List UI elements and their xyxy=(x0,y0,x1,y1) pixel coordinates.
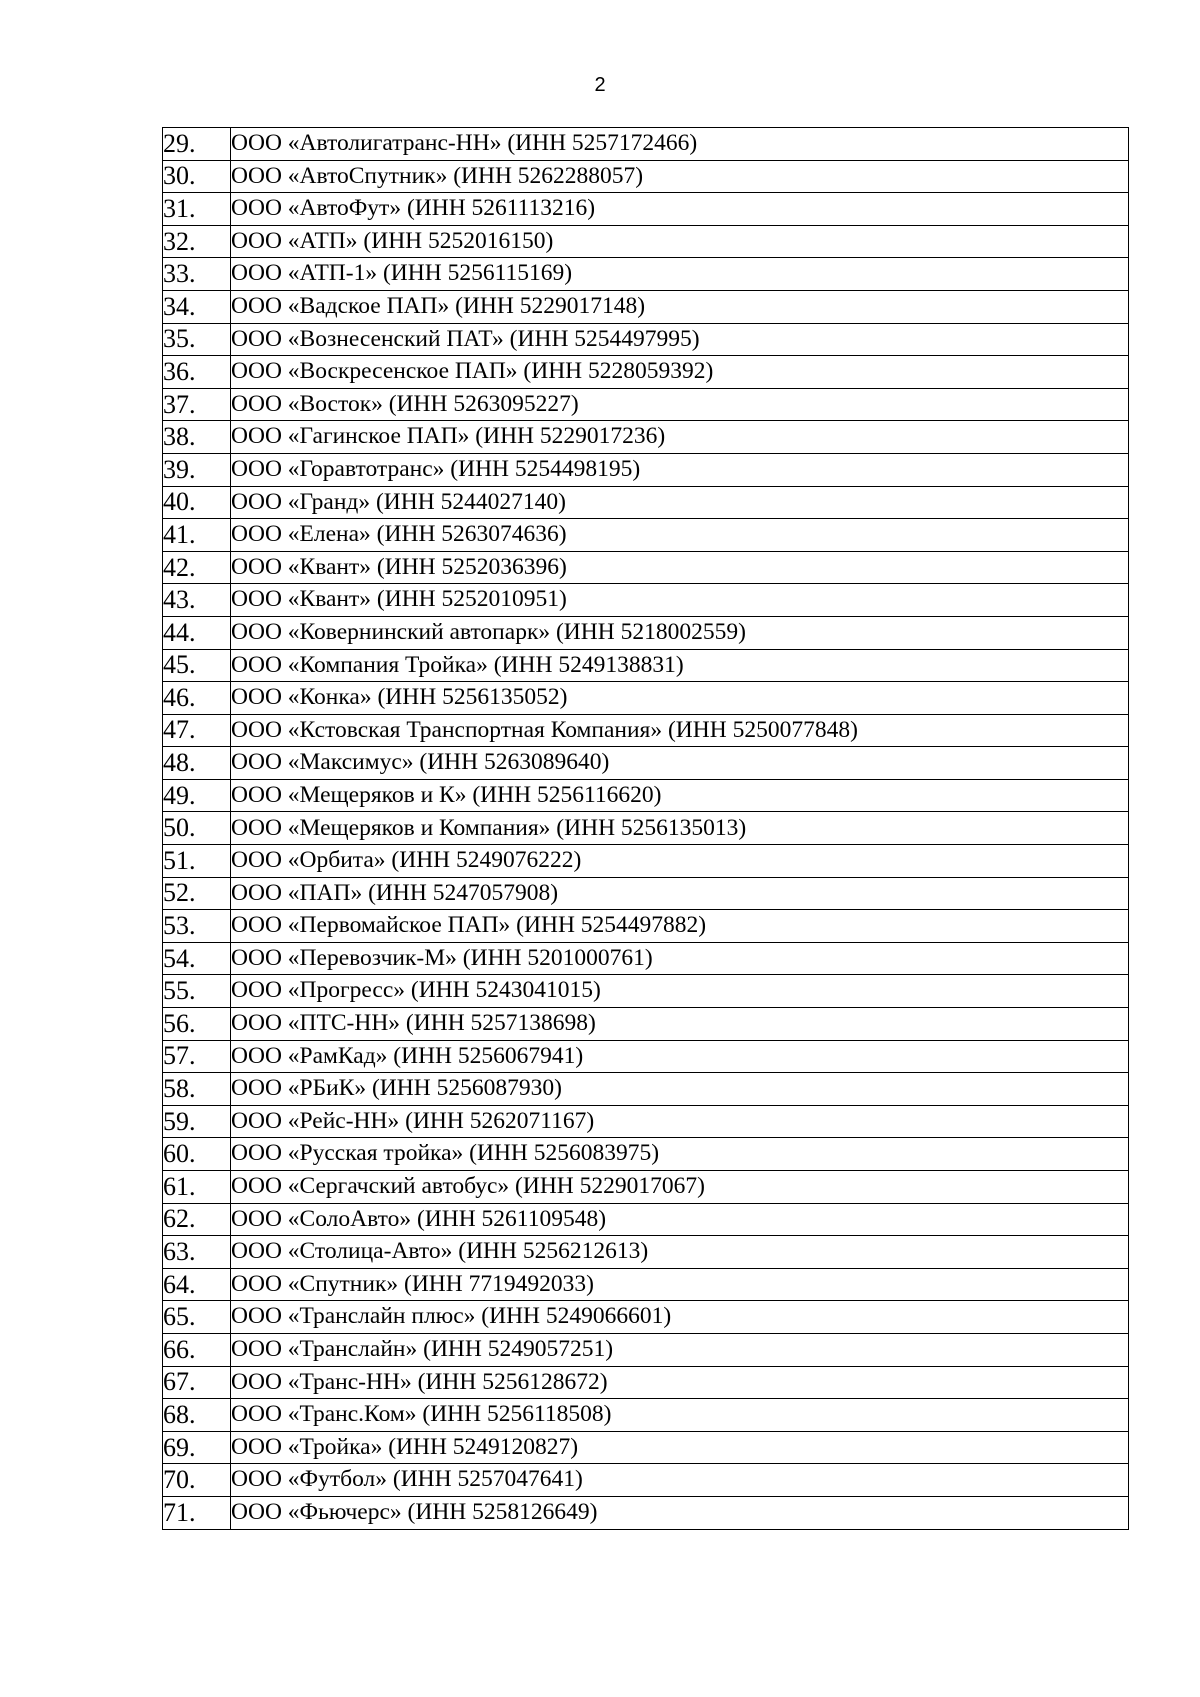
company-name: ООО «ПТС-НН» (ИНН 5257138698) xyxy=(231,1008,1129,1041)
company-name: ООО «Сергачский автобус» (ИНН 5229017067) xyxy=(231,1171,1129,1204)
table-row xyxy=(163,1431,1129,1464)
row-number: 38. xyxy=(163,421,231,454)
company-name: ООО «Ковернинский автопарк» (ИНН 5218002559) xyxy=(231,616,1129,649)
row-number: 45. xyxy=(163,649,231,682)
table-row xyxy=(163,225,1129,258)
row-number: 30. xyxy=(163,160,231,193)
table-row xyxy=(163,1171,1129,1204)
row-number: 48. xyxy=(163,747,231,780)
company-name: ООО «Транслайн» (ИНН 5249057251) xyxy=(231,1333,1129,1366)
company-name: ООО «Восток» (ИНН 5263095227) xyxy=(231,388,1129,421)
company-name: ООО «Максимус» (ИНН 5263089640) xyxy=(231,747,1129,780)
row-number: 67. xyxy=(163,1366,231,1399)
company-name: ООО «Елена» (ИНН 5263074636) xyxy=(231,519,1129,552)
company-name: ООО «Орбита» (ИНН 5249076222) xyxy=(231,845,1129,878)
row-number: 53. xyxy=(163,910,231,943)
row-number: 50. xyxy=(163,812,231,845)
row-number: 41. xyxy=(163,519,231,552)
company-name: ООО «Кстовская Транспортная Компания» (ИНН 5250077848) xyxy=(231,714,1129,747)
company-name: ООО «Русская тройка» (ИНН 5256083975) xyxy=(231,1138,1129,1171)
company-name: ООО «Перевозчик-М» (ИНН 5201000761) xyxy=(231,942,1129,975)
company-name: ООО «Квант» (ИНН 5252036396) xyxy=(231,551,1129,584)
row-number: 64. xyxy=(163,1268,231,1301)
table-row xyxy=(163,1366,1129,1399)
table-row xyxy=(163,877,1129,910)
company-name: ООО «Первомайское ПАП» (ИНН 5254497882) xyxy=(231,910,1129,943)
company-name: ООО «Транслайн плюс» (ИНН 5249066601) xyxy=(231,1301,1129,1334)
table-row xyxy=(163,1008,1129,1041)
table-row xyxy=(163,323,1129,356)
company-name: ООО «Мещеряков и Компания» (ИНН 5256135013) xyxy=(231,812,1129,845)
table-row xyxy=(163,616,1129,649)
table-row xyxy=(163,519,1129,552)
row-number: 44. xyxy=(163,616,231,649)
table-row xyxy=(163,128,1129,161)
company-name: ООО «Футбол» (ИНН 5257047641) xyxy=(231,1464,1129,1497)
table-row xyxy=(163,1268,1129,1301)
row-number: 69. xyxy=(163,1431,231,1464)
table-row xyxy=(163,584,1129,617)
row-number: 34. xyxy=(163,290,231,323)
company-name: ООО «Конка» (ИНН 5256135052) xyxy=(231,682,1129,715)
row-number: 51. xyxy=(163,845,231,878)
company-name: ООО «Транс-НН» (ИНН 5256128672) xyxy=(231,1366,1129,1399)
row-number: 56. xyxy=(163,1008,231,1041)
row-number: 31. xyxy=(163,193,231,226)
company-name: ООО «Спутник» (ИНН 7719492033) xyxy=(231,1268,1129,1301)
table-row xyxy=(163,1073,1129,1106)
row-number: 54. xyxy=(163,942,231,975)
row-number: 60. xyxy=(163,1138,231,1171)
company-name: ООО «Квант» (ИНН 5252010951) xyxy=(231,584,1129,617)
company-name: ООО «Вадское ПАП» (ИНН 5229017148) xyxy=(231,290,1129,323)
company-name: ООО «РамКад» (ИНН 5256067941) xyxy=(231,1040,1129,1073)
company-name: ООО «РБиК» (ИНН 5256087930) xyxy=(231,1073,1129,1106)
company-name: ООО «АТП» (ИНН 5252016150) xyxy=(231,225,1129,258)
table-row xyxy=(163,388,1129,421)
row-number: 55. xyxy=(163,975,231,1008)
table-row xyxy=(163,1236,1129,1269)
company-name: ООО «Гранд» (ИНН 5244027140) xyxy=(231,486,1129,519)
table-row xyxy=(163,453,1129,486)
row-number: 58. xyxy=(163,1073,231,1106)
company-name: ООО «Прогресс» (ИНН 5243041015) xyxy=(231,975,1129,1008)
table-row xyxy=(163,1333,1129,1366)
table-row xyxy=(163,975,1129,1008)
table-row xyxy=(163,910,1129,943)
table-row xyxy=(163,551,1129,584)
company-name: ООО «АвтоФут» (ИНН 5261113216) xyxy=(231,193,1129,226)
row-number: 40. xyxy=(163,486,231,519)
company-table xyxy=(162,127,1129,1530)
row-number: 43. xyxy=(163,584,231,617)
row-number: 63. xyxy=(163,1236,231,1269)
table-row xyxy=(163,747,1129,780)
table-row xyxy=(163,193,1129,226)
company-name: ООО «Горавтотранс» (ИНН 5254498195) xyxy=(231,453,1129,486)
page-number: 2 xyxy=(594,74,606,96)
row-number: 52. xyxy=(163,877,231,910)
company-name: ООО «Транс.Ком» (ИНН 5256118508) xyxy=(231,1399,1129,1432)
company-name: ООО «Автолигатранс-НН» (ИНН 5257172466) xyxy=(231,128,1129,161)
row-number: 61. xyxy=(163,1171,231,1204)
company-name: ООО «Вознесенский ПАТ» (ИНН 5254497995) xyxy=(231,323,1129,356)
table-row xyxy=(163,356,1129,389)
table-row xyxy=(163,421,1129,454)
row-number: 62. xyxy=(163,1203,231,1236)
company-name: ООО «Мещеряков и К» (ИНН 5256116620) xyxy=(231,779,1129,812)
table-row xyxy=(163,649,1129,682)
table-row xyxy=(163,1203,1129,1236)
table-row xyxy=(163,1040,1129,1073)
table-row xyxy=(163,1464,1129,1497)
row-number: 47. xyxy=(163,714,231,747)
company-name: ООО «АвтоСпутник» (ИНН 5262288057) xyxy=(231,160,1129,193)
table-row xyxy=(163,1138,1129,1171)
table-row xyxy=(163,486,1129,519)
row-number: 37. xyxy=(163,388,231,421)
table-body xyxy=(163,128,1129,1530)
table-row xyxy=(163,160,1129,193)
company-name: ООО «СолоАвто» (ИНН 5261109548) xyxy=(231,1203,1129,1236)
company-name: ООО «Компания Тройка» (ИНН 5249138831) xyxy=(231,649,1129,682)
table-row xyxy=(163,714,1129,747)
company-name: ООО «Тройка» (ИНН 5249120827) xyxy=(231,1431,1129,1464)
table-row xyxy=(163,682,1129,715)
company-name: ООО «Столица-Авто» (ИНН 5256212613) xyxy=(231,1236,1129,1269)
table-row xyxy=(163,845,1129,878)
table-row xyxy=(163,942,1129,975)
table-row xyxy=(163,1399,1129,1432)
table-row xyxy=(163,1301,1129,1334)
company-name: ООО «Гагинское ПАП» (ИНН 5229017236) xyxy=(231,421,1129,454)
table-row xyxy=(163,1496,1129,1529)
row-number: 57. xyxy=(163,1040,231,1073)
company-name: ООО «ПАП» (ИНН 5247057908) xyxy=(231,877,1129,910)
row-number: 36. xyxy=(163,356,231,389)
table-row xyxy=(163,290,1129,323)
table-row xyxy=(163,812,1129,845)
row-number: 49. xyxy=(163,779,231,812)
company-name: ООО «Рейс-НН» (ИНН 5262071167) xyxy=(231,1105,1129,1138)
row-number: 39. xyxy=(163,453,231,486)
row-number: 59. xyxy=(163,1105,231,1138)
row-number: 32. xyxy=(163,225,231,258)
row-number: 29. xyxy=(163,128,231,161)
row-number: 70. xyxy=(163,1464,231,1497)
row-number: 65. xyxy=(163,1301,231,1334)
company-name: ООО «Фьючерс» (ИНН 5258126649) xyxy=(231,1496,1129,1529)
row-number: 33. xyxy=(163,258,231,291)
company-name: ООО «Воскресенское ПАП» (ИНН 5228059392) xyxy=(231,356,1129,389)
row-number: 66. xyxy=(163,1333,231,1366)
table-row xyxy=(163,258,1129,291)
table-row xyxy=(163,779,1129,812)
row-number: 68. xyxy=(163,1399,231,1432)
company-name: ООО «АТП-1» (ИНН 5256115169) xyxy=(231,258,1129,291)
table-row xyxy=(163,1105,1129,1138)
row-number: 42. xyxy=(163,551,231,584)
row-number: 46. xyxy=(163,682,231,715)
row-number: 35. xyxy=(163,323,231,356)
row-number: 71. xyxy=(163,1496,231,1529)
